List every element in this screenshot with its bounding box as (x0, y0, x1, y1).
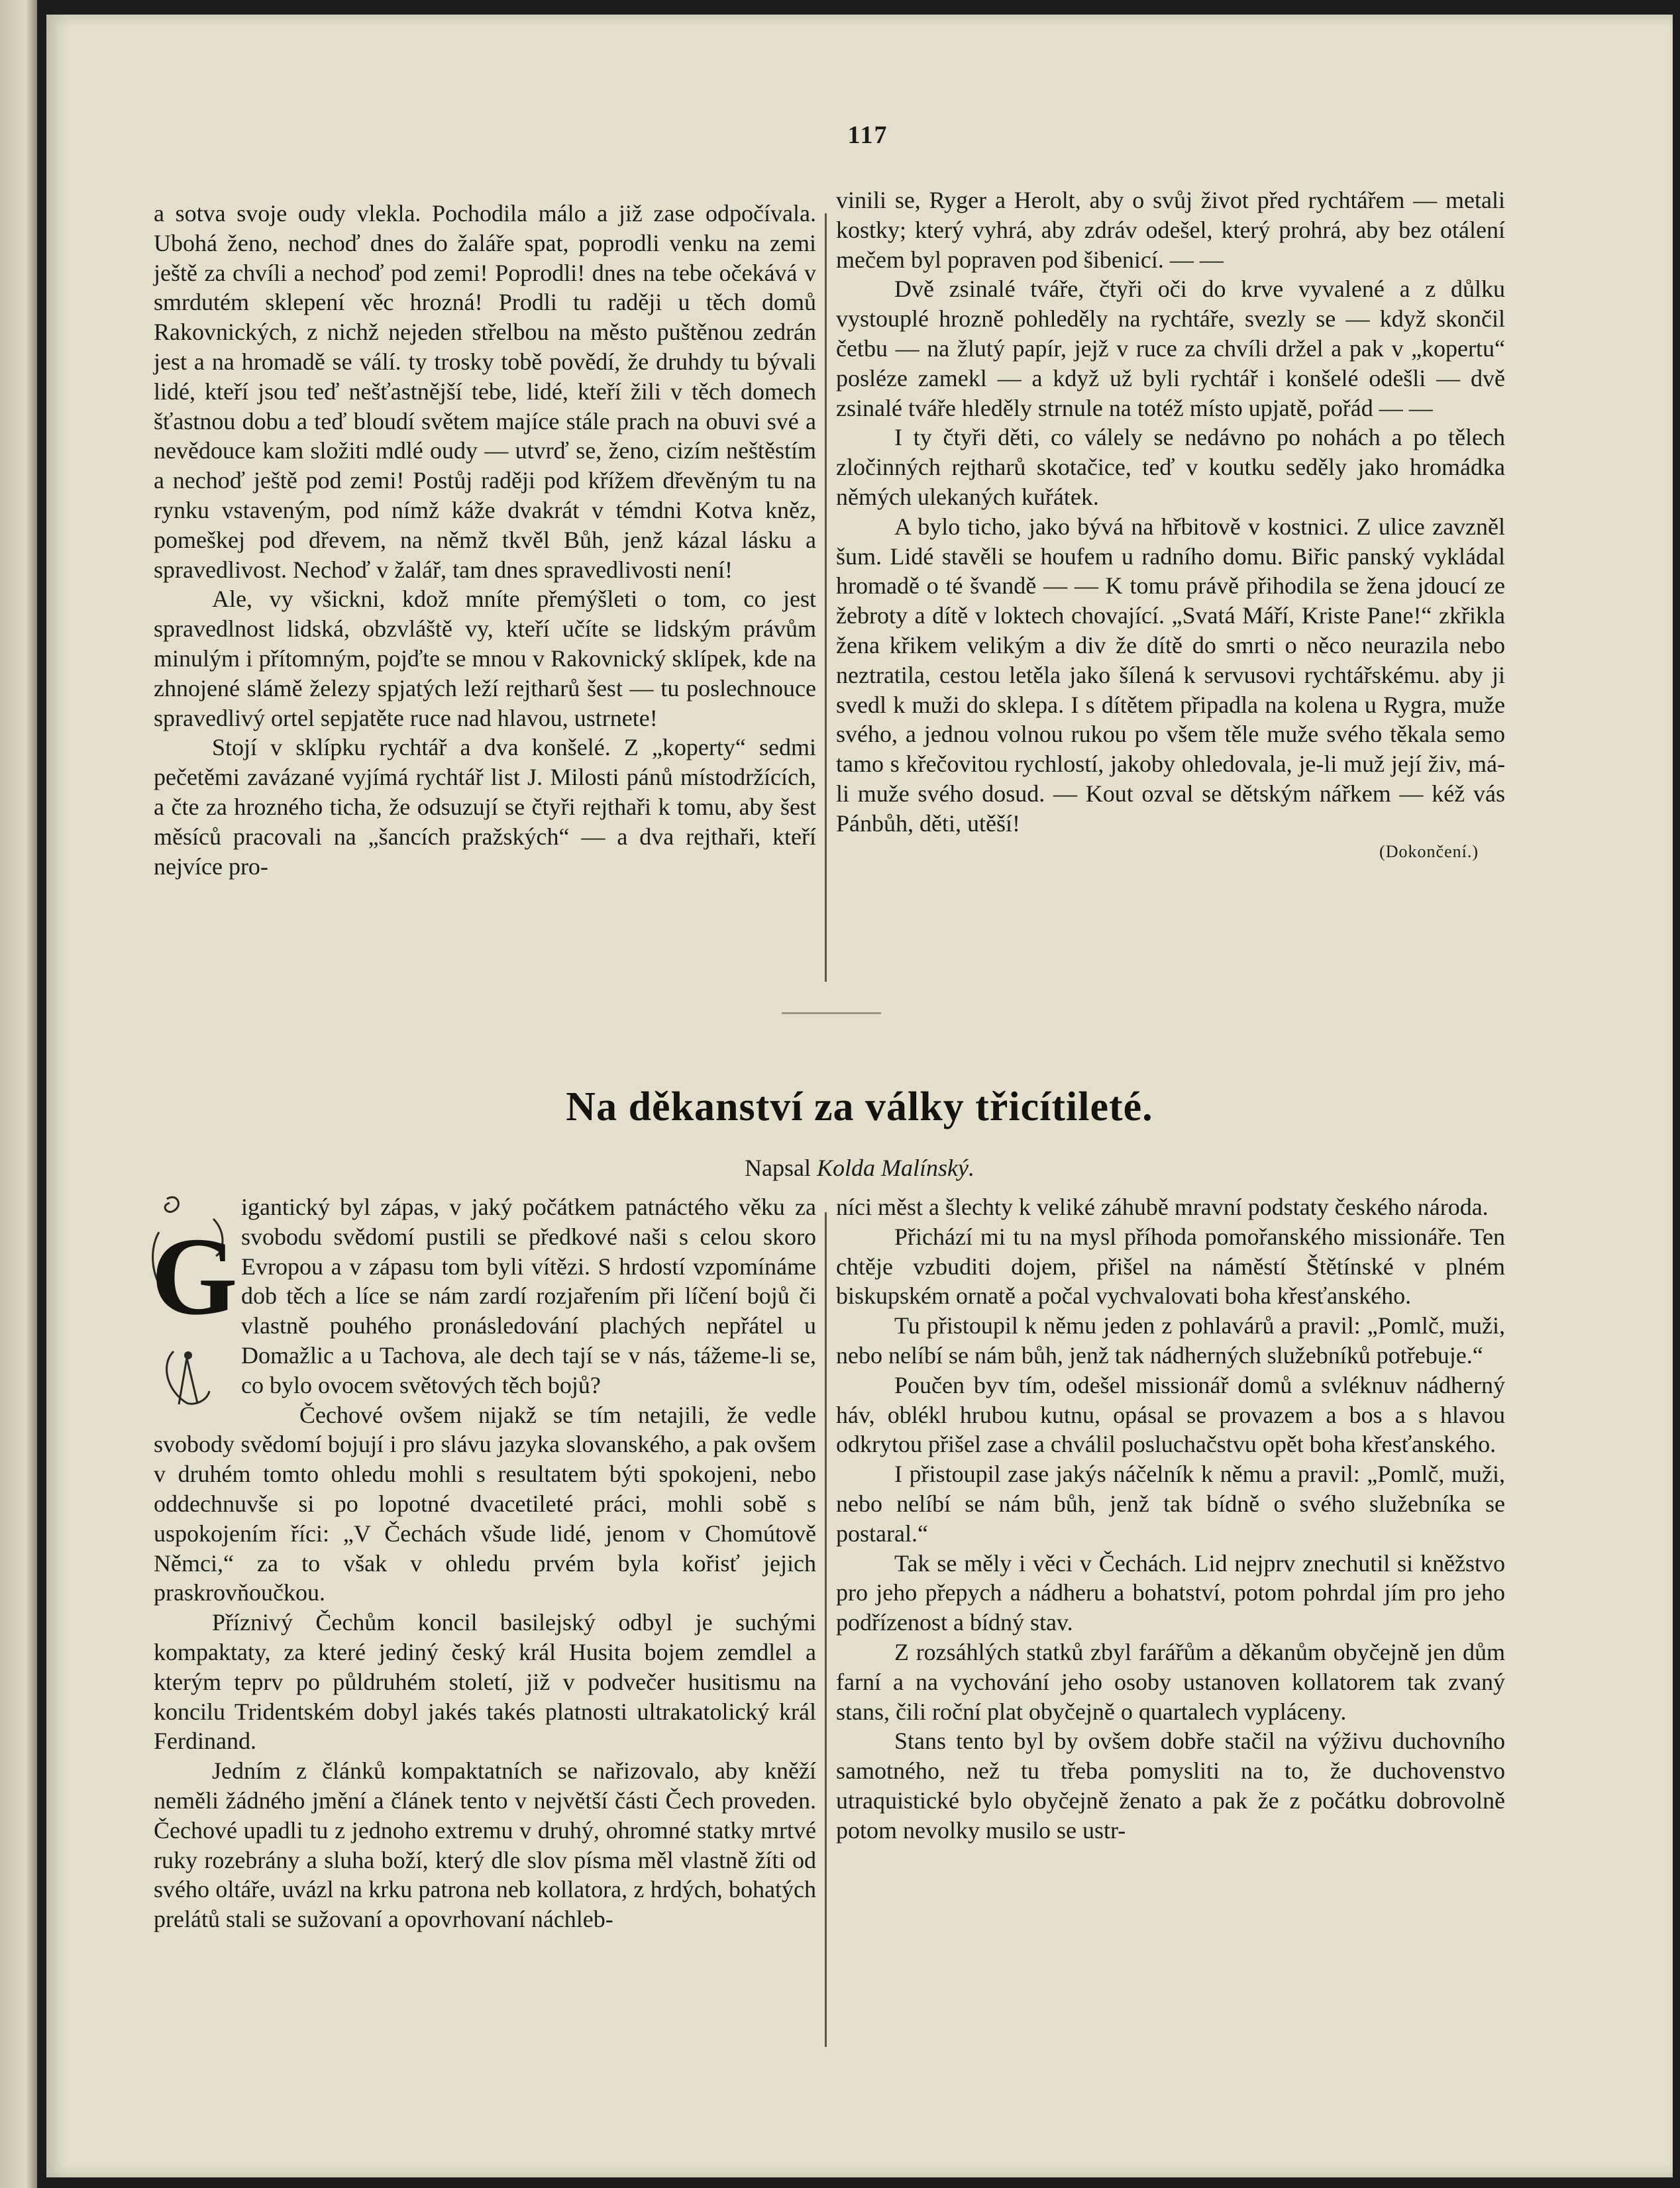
paragraph: Poučen byv tím, odešel missionář domů a svléknuv nádherný háv, oblékl hrubou kutnu, opásal se provazem a bos a s hlavou odkrytou přišel zase a chválil posluchačstvu opět boha křesťanského. (836, 1371, 1505, 1458)
paragraph: níci měst a šlechty k veliké záhubě mravní podstaty českého národa. (836, 1194, 1489, 1220)
paragraph: A bylo ticho, jako bývá na hřbitově v kostnici. Z ulice zavzněl šum. Lidé stavěli se houfem u radního domu. Biřic panský vykládal hromadě o té švandě — — K tomu právě přihodila se žena jdoucí ze žebroty a dítě v loktech chovající. „Svatá Máří, Kriste Pane!“ zkřikla žena křikem velikým a div že dítě do smrti o něco neurazila nebo neztratila, cestou letěla jako šílená k servusovi rychtářskému. aby ji svedl k muži do sklepa. I s dítětem připadla na kolena u Rygra, muže svého, a jednou volnou rukou po všem těle muže svého těkala semo tamo s křečovitou rychlostí, jakoby ohledovala, je-li muž její živ, má-li muže svého dosud. — Kout ozval se dětským nářkem — kéž vás Pánbůh, děti, utěší! (836, 513, 1505, 837)
previous-page-edge (0, 0, 37, 2188)
paragraph: Z rozsáhlých statků zbyl farářům a děkanům obyčejně jen dům farní a na vychování jeho osoby ustanoven kollatorem tak zvaný stans, čili roční plat obyčejně o quartalech vypláceny. (836, 1638, 1505, 1725)
paragraph: Tak se měly i věci v Čechách. Lid nejprv znechutil si kněžstvo pro jeho přepych a nádheru a bohatství, potom pohrdal jím pro jeho podřízenost a bídný stav. (836, 1549, 1505, 1636)
paragraph: Tu přistoupil k němu jeden z pohlavárů a pravil: „Pomlč, muži, nebo nelíbí se nám bůh, jenž tak nádherných služebníků potřebuje.“ (836, 1312, 1505, 1369)
paragraph: I přistoupil zase jakýs náčelník k němu a pravil: „Pomlč, muži, nebo nelíbí se nám bůh, jenž tak bídně o svého služebníka se postaral.“ (836, 1461, 1505, 1547)
byline-prefix: Napsal (745, 1155, 811, 1181)
paragraph: Ale, vy všickni, kdož mníte přemýšleti o tom, co jest spravedlnost lidská, obzvláště vy, kteří učíte se lidským právům minulým i přítomným, pojďte se mnou v Rakovnický sklípek, kde na zhnojené slámě železy spjatých leží rejtharů šest — tu poslechnouce spravedlivý ortel sepjatěte ruce nad hlavou, ustrnete! (154, 586, 816, 731)
paragraph: vinili se, Ryger a Herolt, aby o svůj život před rychtářem — metali kostky; který vyhrá, aby zdráv odešel, který prohrá, aby bez otálení mečem byl popraven pod šibenicí. — — (836, 187, 1505, 273)
continued-note: (Dokončení.) (1379, 841, 1479, 861)
author-name: Kolda Malínský. (816, 1155, 974, 1181)
article-title: Na děkanství za války třicítileté. (566, 1084, 1153, 1129)
paragraph: Přichází mi tu na mysl příhoda pomořanského missionáře. Ten chtěje vzbuditi dojem, přišel na náměstí Štětínské v plném biskupském ornatě a počal vychvalovati boha křesťanského. (836, 1223, 1505, 1310)
story-right-column (836, 185, 1505, 865)
paragraph: Čechové ovšem nijakž se tím netajili, že vedle svobody svědomí bojují i pro slávu jazyka slovanského, a pak ovšem v druhém tomto ohledu mohli s resultatem býti spokojeni, nebo oddechnuvše si po lopotné dvacetileté práci, mohli sobě s uspokojením říci: „V Čechách všude lidé, jenom v Chomútově Němci,“ za to však v ohledu prvém byla kořisť jejich praskrovňoučkou. (154, 1401, 816, 1606)
article-byline (46, 1154, 1673, 1182)
paragraph: igantický byl zápas, v jaký počátkem patnáctého věku za svobodu svědomí pustili se předkové naši s celou skoro Evropou a v zápasu tom byli vítězi. S hrdostí vzpomínáme dob těch a líce se nám zardí rozjařením při líčení bojů či vlastně pouhého pronásledování plachých nepřátel u Domažlic a u Tachova, ale dech tají se v nás, tážeme-li se, co bylo ovocem světových těch bojů? (241, 1194, 816, 1398)
drop-cap-letter: G (151, 1215, 238, 1338)
paragraph: Stojí v sklípku rychtář a dva konšelé. Z „koperty“ sedmi pečetěmi zavázané vyjímá rychtář list J. Milosti pánů místodržících, a čte za hrozného ticha, že odsuzují se čtyři rejthaři k tomu, aby šest měsíců pracovali na „šancích pražských“ — a dva rejthaři, kteří nejvíce pro- (154, 734, 816, 880)
paragraph: Příznivý Čechům koncil basilejský odbyl je suchými kompaktaty, za které jediný český král Husita bojem zemdlel a kterým teprv po půldruhém století, již v podvečer husitismu na koncilu Tridentském dobyl jakés takés platnosti ultrakatolický král Ferdinand. (154, 1609, 816, 1755)
story-left-column (154, 199, 816, 881)
column-divider (825, 213, 827, 982)
paragraph: I ty čtyři děti, co válely se nedávno po nohách a po tělech zločinných rejtharů skotačice, teď v koutku seděly jako hromádka němých ulekaných kuřátek. (836, 424, 1505, 510)
drop-cap (147, 1192, 238, 1408)
page-number: 117 (847, 121, 888, 149)
column-divider (825, 1212, 827, 2047)
book-page (46, 15, 1673, 2177)
article-right-column (836, 1192, 1505, 1846)
article-left-column (151, 1192, 816, 1934)
paragraph: Jedním z článků kompaktatních se nařizovalo, aby kněží neměli žádného jmění a článek tento v největší části Čech proveden. Čechové upadli tu z jednoho extremu v druhý, ohromné statky mrtvé ruky rozebrány a sluha boží, který dle slov písma měl vlastně žíti od svého oltáře, uvázl na krku patrona neb kollatora, z hrdých, bohatých prelátů stali se sužovaní a opovrhovaní náchleb- (154, 1757, 816, 1933)
section-separator (782, 1012, 881, 1014)
paragraph: Stans tento byl by ovšem dobře stačil na výživu duchovního samotného, než tu třeba pomysliti na to, že duchovenstvo utraquistické bylo obyčejně ženato a pak že z počátku dobrovolně potom nevolky musilo se ustr- (836, 1728, 1505, 1844)
paragraph: a sotva svoje oudy vlekla. Pochodila málo a již zase odpočívala. Ubohá ženo, nechoď dnes do žaláře spat, poprodli venku na zemi ještě za chvíli a nechoď pod zemi! Poprodli! dnes na tebe očekává v smrdutém sklepení věc hrozná! Prodli tu raději u těch domů Rakovnických, z nichž nejeden střelbou na město puštěnou zedrán jest a na hromadě se válí. ty trosky tobě povědí, že druhdy tu bývali lidé, kteří jsou teď nešťastnější tebe, lidé, kteří žili v těch domech šťastnou dobu a teď bloudí světem majíce stále prach na obuvi své a nevědouce kam složiti mdlé oudy — utvrď se, ženo, cizím neštěstím a nechoď ještě pod zemi! Postůj raději pod křížem dřevěným tu na rynku vstaveným, pod nímž káže dvakrát v témdni Kotva kněz, pomeškej pod dřevem, na němž tkvěl Bůh, jenž kázal lásku a spravedlivost. Nechoď v žalář, tam dnes spravedlivosti není! (154, 200, 816, 583)
paragraph: Dvě zsinalé tváře, čtyři oči do krve vyvalené a z důlku vystouplé hrozně pohleděly na rychtáře, svezly se — když skončil četbu — na žlutý papír, jejž v ruce za chvíli držel a pak v „kopertu“ posléze zamekl — a když už byli rychtář i konšelé odešli — dvě zsinalé tváře hleděly strnule na totéž místo upjatě, pořád — — (836, 276, 1505, 421)
